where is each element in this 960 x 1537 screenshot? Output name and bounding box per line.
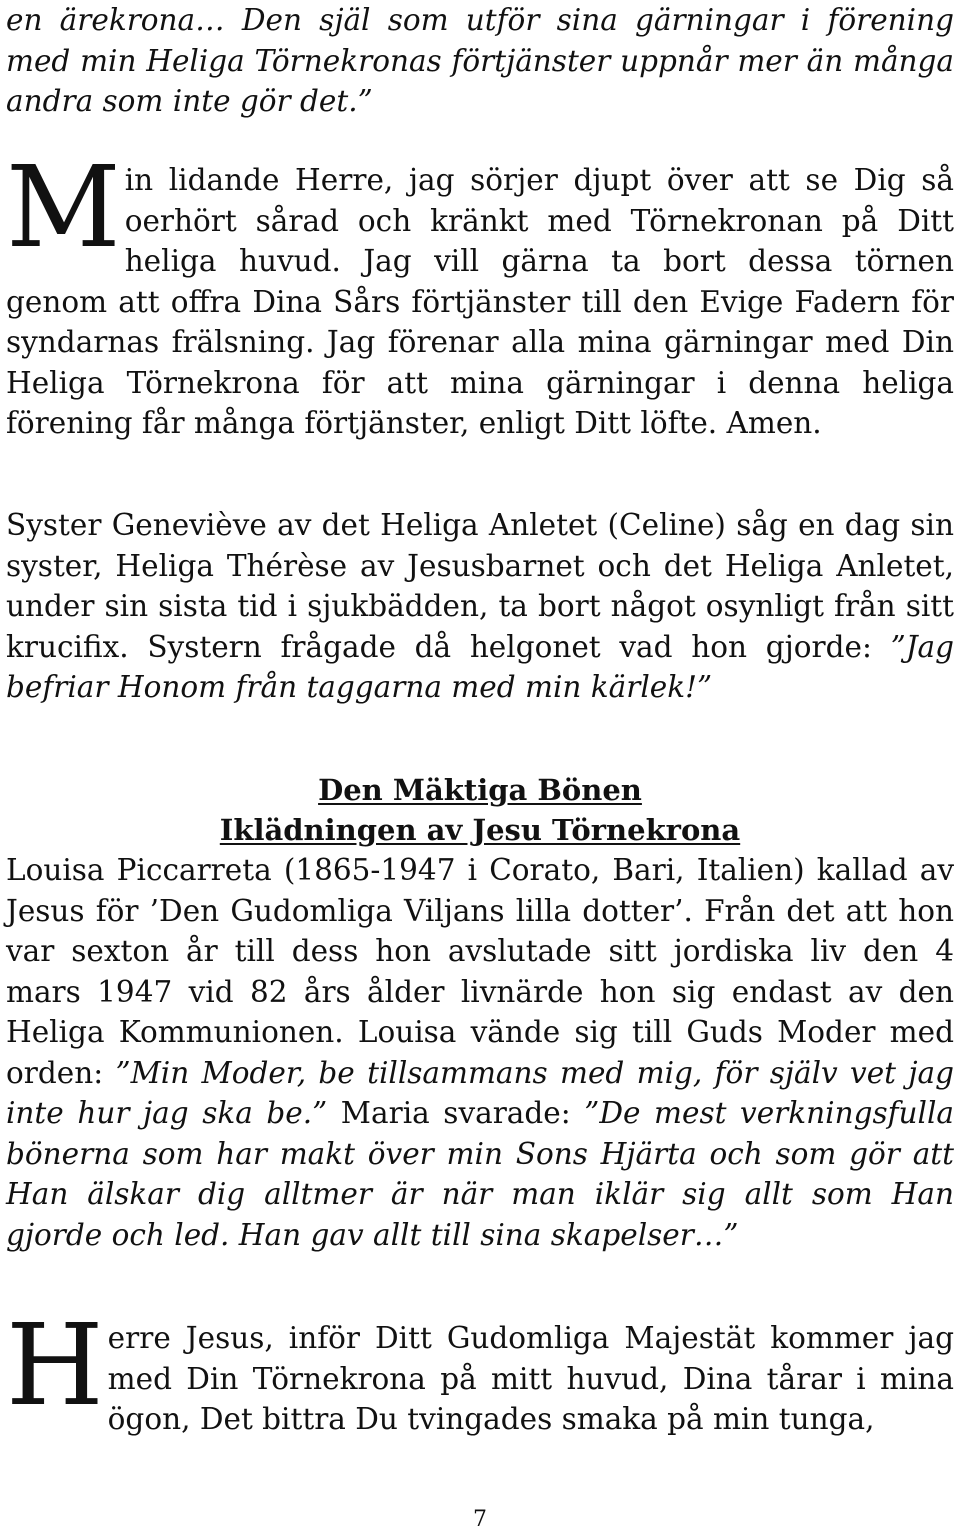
paragraph-text: Louisa Piccarreta (1865-1947 i Corato, Bari, Italien) kallad av Jesus för ’Den Gudomliga Viljans lilla dotter’. Från det att hon var sexton år till dess hon avslutade sitt jordiska liv den 4 mars 1947 vid 82 års ålder livnärde hon sig endast av den Heliga Kommunionen. Louisa vände sig till Guds Moder med orden: (6, 853, 954, 1090)
paragraph-quote: ”Jag befriar Honom från taggarna med min kärlek!” (6, 629, 954, 704)
prayer-text-part2: Jag vill gärna ta bort dessa törnen genom att offra Dina Sårs förtjänster till den Evige Fadern för syndarnas frälsning. Jag förenar alla mina gärningar med Din Heliga Törnekrona för att mina gärningar i denna heliga förening får många förtjänster, enligt Ditt löfte. Amen. (6, 244, 954, 440)
prayer-text-part1: in lidande Herre, jag sörjer djupt över att se Dig så oerhört sårad och kränkt med Törnekronan på Ditt heliga huvud. (124, 163, 954, 278)
drop-cap-letter: H (6, 1301, 104, 1431)
prayer-text (6, 1301, 954, 1440)
paragraph-louisa (6, 850, 954, 1255)
paragraph-quote-1: ”Min Moder, be tillsammans med mig, för själv vet jag inte hur jag ska be.” (6, 1055, 954, 1130)
heading-text: Iklädningen av Jesu Törnekrona (219, 813, 741, 847)
paragraph-text: Syster Geneviève av det Heliga Anletet (Celine) såg en dag sin syster, Heliga Thérèse av Jesusbarnet och det Heliga Anletet, under sin sista tid i sjukbädden, ta bort något osynligt från sitt krucifix. Systern frågade då helgonet vad hon gjorde: (6, 508, 954, 664)
drop-cap-letter: M (6, 143, 121, 273)
heading-text: Den Mäktiga Bönen (318, 773, 642, 807)
paragraph-text: en ärekrona… Den själ som utför sina gärningar i förening med min Heliga Törnekronas förtjänster uppnår mer än många andra som inte gör det.” (6, 3, 954, 118)
page-number: 7 (473, 1507, 487, 1532)
section-heading-2 (0, 810, 960, 850)
prayer-text (6, 143, 954, 444)
prayer-text-part1: erre Jesus, inför Ditt Gudomliga Majestät kommer jag med Din Törnekrona på mitt huvud, Dina tårar i mina ögon, Det bittra Du tvingades smaka på min tunga, (107, 1321, 954, 1436)
paragraph-quote-2: ”De mest verkningsfulla bönerna som har makt över min Sons Hjärta och som gör att Han älskar dig alltmer är när man iklär sig allt som Han gjorde och led. Han gav allt till sina skapelser…” (6, 1096, 954, 1252)
paragraph-mid: Maria svarade: (327, 1096, 585, 1130)
paragraph-continuation (6, 0, 954, 122)
prayer-paragraph-1 (6, 143, 954, 444)
paragraph-genevieve (6, 505, 954, 708)
section-heading-1 (0, 770, 960, 810)
prayer-paragraph-2 (6, 1301, 954, 1440)
